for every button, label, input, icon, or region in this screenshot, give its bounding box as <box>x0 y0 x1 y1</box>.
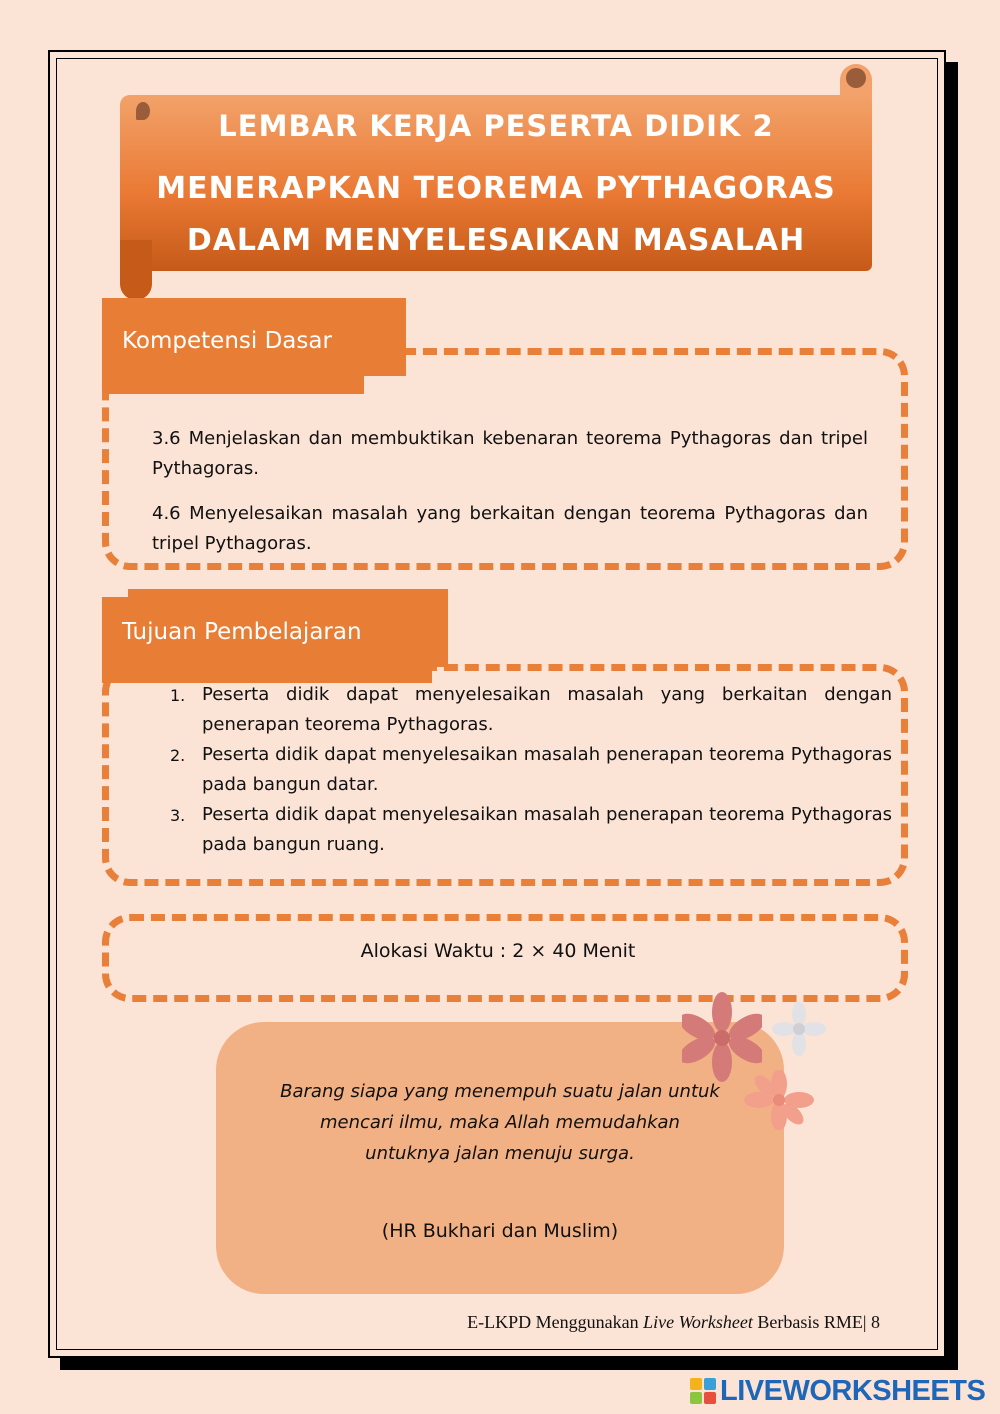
quote-line: mencari ilmu, maka Allah memudahkan <box>320 1112 680 1133</box>
list-text: Peserta didik dapat menyelesaikan masalah yang berkaitan dengan penerapan teorema Pythagoras. <box>202 684 892 735</box>
list-number: 1. <box>170 686 186 705</box>
page-footer <box>430 1312 880 1333</box>
quote-source: (HR Bukhari dan Muslim) <box>381 1220 619 1242</box>
banner-title-line3: DALAM MENYELESAIKAN MASALAH <box>186 223 806 258</box>
quote-text <box>216 1076 784 1169</box>
tujuan-tab <box>102 597 448 667</box>
list-item <box>170 800 892 860</box>
quote-line: untuknya jalan menuju surga. <box>365 1143 635 1164</box>
tab-decoration <box>102 298 406 306</box>
tab-decoration <box>102 376 364 394</box>
watermark-text: LIVEWORKSHEETS <box>720 1374 986 1407</box>
flower-icon <box>772 1002 826 1056</box>
alokasi-waktu: Alokasi Waktu : 2 × 40 Menit <box>360 940 636 962</box>
quote-line: Barang siapa yang menempuh suatu jalan untuk <box>280 1081 720 1102</box>
kompetensi-title: Kompetensi Dasar <box>122 327 332 354</box>
footer-prefix: E-LKPD Menggunakan <box>467 1312 644 1332</box>
list-text: Peserta didik dapat menyelesaikan masalah penerapan teorema Pythagoras pada bangun datar. <box>202 744 892 795</box>
flower-icon <box>682 992 762 1082</box>
tujuan-list <box>170 680 892 860</box>
footer-suffix: Berbasis RME| 8 <box>752 1312 880 1332</box>
list-item <box>170 740 892 800</box>
banner-title-line1: LEMBAR KERJA PESERTA DIDIK 2 <box>218 109 774 143</box>
liveworksheets-watermark <box>690 1374 990 1408</box>
banner-curl-dot <box>846 68 866 88</box>
kompetensi-item: 3.6 Menjelaskan dan membuktikan kebenaran teorema Pythagoras dan tripel Pythagoras. <box>152 428 868 479</box>
tujuan-title: Tujuan Pembelajaran <box>122 618 362 645</box>
footer-italic: Live Worksheet <box>643 1312 753 1332</box>
list-text: Peserta didik dapat menyelesaikan masalah penerapan teorema Pythagoras pada bangun ruang. <box>202 804 892 855</box>
kompetensi-tab <box>102 306 406 376</box>
kompetensi-item: 4.6 Menyelesaikan masalah yang berkaitan dengan teorema Pythagoras dan tripel Pythagoras. <box>152 503 868 554</box>
list-number: 2. <box>170 746 186 765</box>
tab-decoration <box>128 589 448 597</box>
liveworksheets-logo-icon <box>690 1378 716 1404</box>
banner-title-line2: MENERAPKAN TEOREMA PYTHAGORAS <box>156 171 836 206</box>
list-number: 3. <box>170 806 186 825</box>
list-item <box>170 680 892 740</box>
